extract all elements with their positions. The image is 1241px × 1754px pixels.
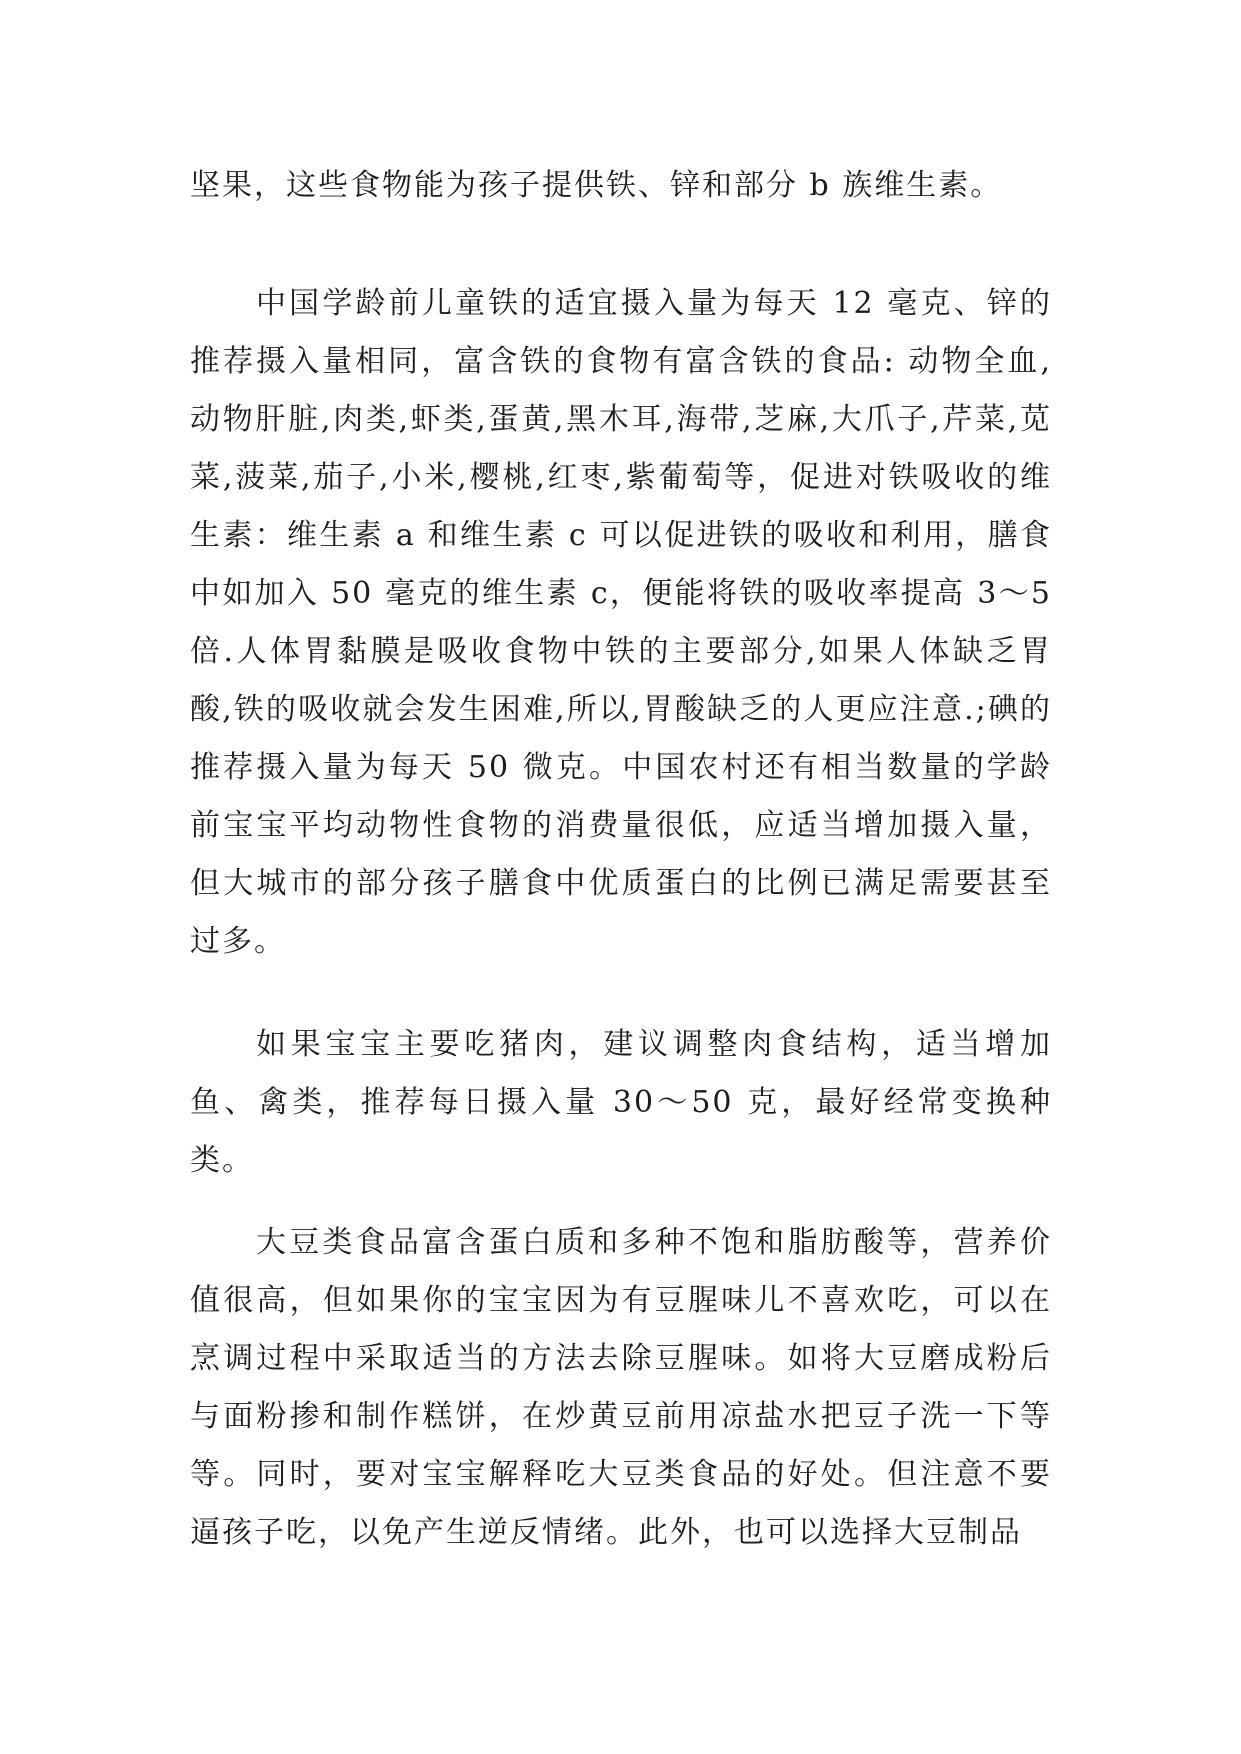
paragraph-iron-zinc-intake: 中国学龄前儿童铁的适宜摄入量为每天 12 毫克、锌的推荐摄入量相同，富含铁的食物有富含铁的食品: 动物全血,动物肝脏,肉类,虾类,蛋黄,黑木耳,海带,芝麻,大爪子,芹菜,苋菜,菠菜,茄子,小米,樱桃,红枣,紫葡萄等，促进对铁吸收的维生素：维生素 a 和维生素 c 可以促进铁的吸收和利用，膳食中如加入 50 毫克的维生素 c，便能将铁的吸收率提高 3～5 倍.人体胃黏膜是吸收食物中铁的主要部分,如果人体缺乏胃酸,铁的吸收就会发生困难,所以,胃酸缺乏的人更应注意.;碘的推荐摄入量为每天 50 微克。中国农村还有相当数量的学龄前宝宝平均动物性食物的消费量很低，应适当增加摄入量，但大城市的部分孩子膳食中优质蛋白的比例已满足需要甚至过多。 <box>190 286 1052 959</box>
paragraph-meat-structure: 如果宝宝主要吃猪肉，建议调整肉食结构，适当增加鱼、禽类，推荐每日摄入量 30～50 克，最好经常变换种类。 <box>190 1027 1052 1178</box>
paragraph-soy-foods: 大豆类食品富含蛋白质和多种不饱和脂肪酸等，营养价值很高，但如果你的宝宝因为有豆腥味儿不喜欢吃，可以在烹调过程中采取适当的方法去除豆腥味。如将大豆磨成粉后与面粉掺和制作糕饼，在炒黄豆前用凉盐水把豆子洗一下等等。同时，要对宝宝解释吃大豆类食品的好处。但注意不要逼孩子吃，以免产生逆反情绪。此外，也可以选择大豆制品 <box>190 1225 1052 1550</box>
paragraph-continuation: 坚果，这些食物能为孩子提供铁、锌和部分 b 族维生素。 <box>190 168 1003 203</box>
